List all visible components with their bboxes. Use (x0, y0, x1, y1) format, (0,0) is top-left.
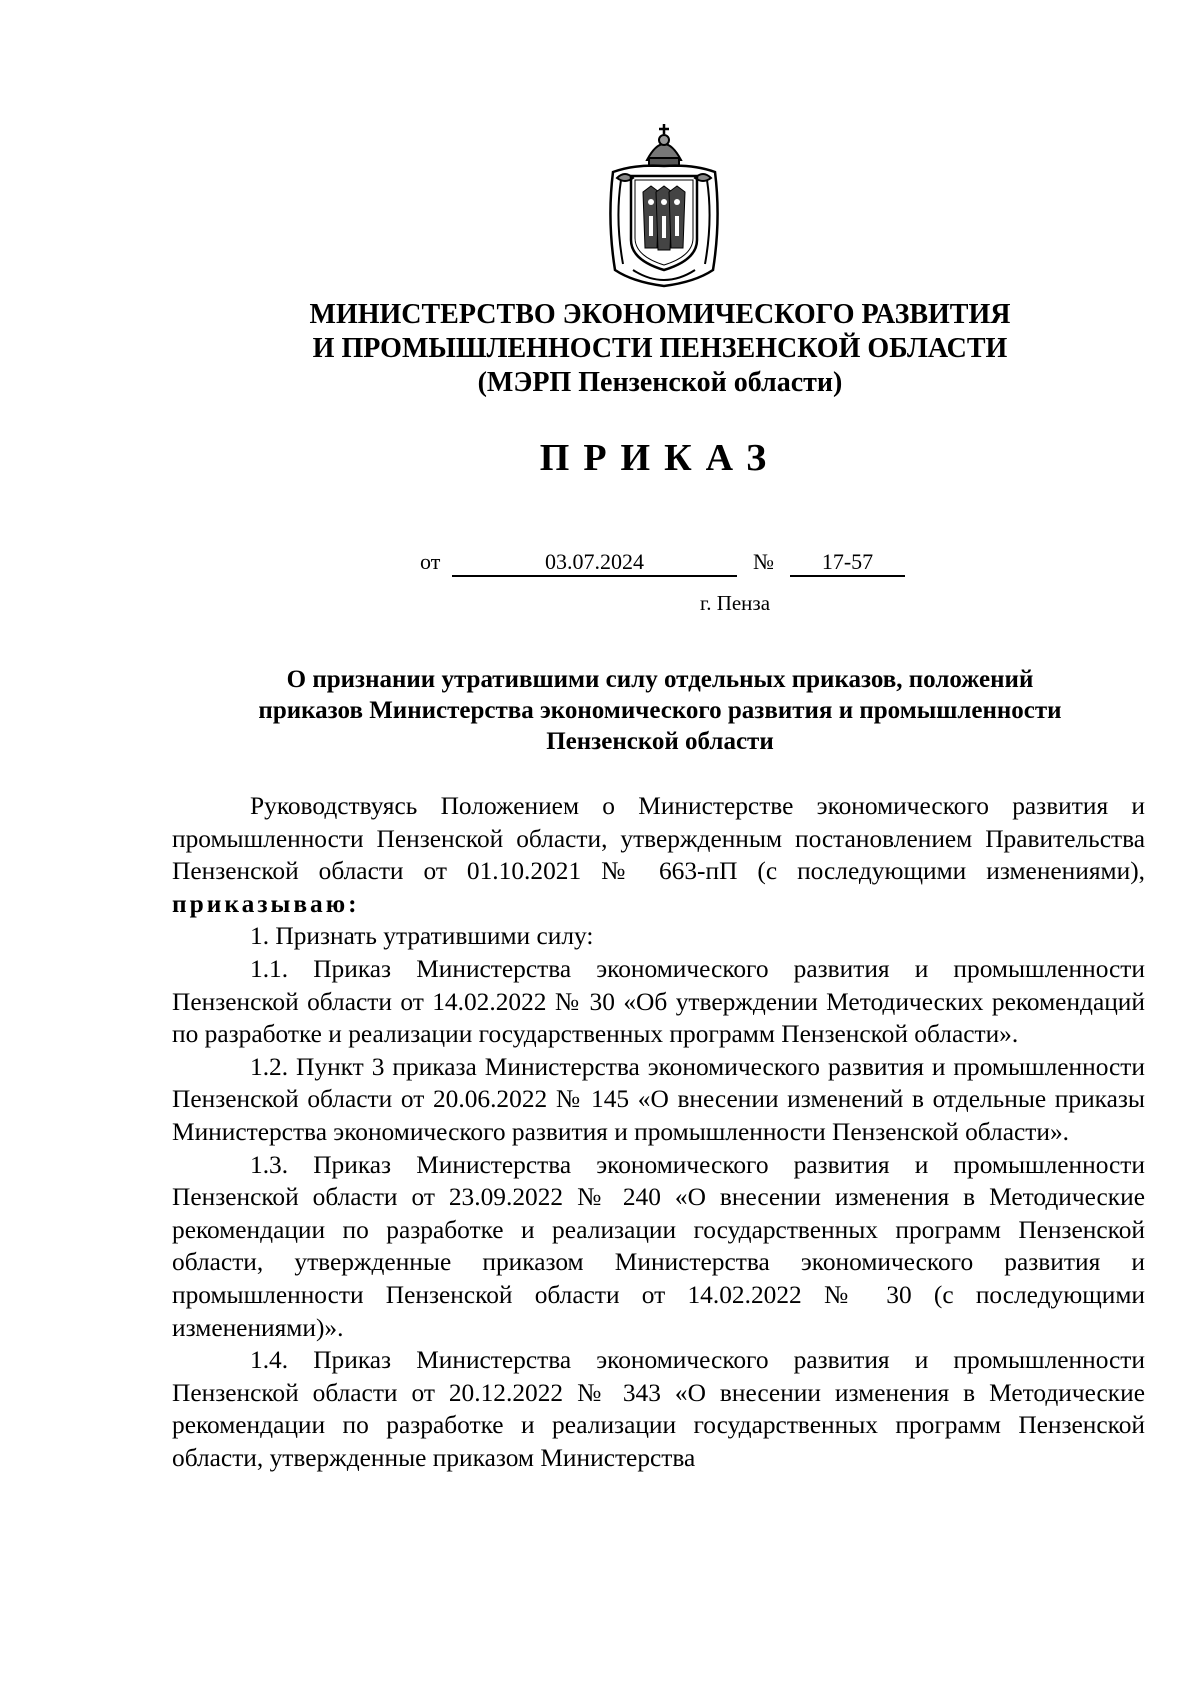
title-line-3: Пензенской области (546, 728, 774, 755)
preamble-text: Руководствуясь Положением о Министерстве экономического развития и промышленности Пензенской области, утвержденным постановлением Правительства Пензенской области от 01.10.2021 № 663-пП (с последующими изменениями), (172, 792, 1145, 886)
title-line-1: О признании утратившими силу отдельных приказов, положений (286, 666, 1034, 693)
document-body (172, 790, 1145, 1474)
number-label: № (753, 549, 774, 574)
ministry-header (160, 298, 1160, 400)
item-1-3: 1.3. Приказ Министерства экономического развития и промышленности Пензенской области от 23.09.2022 № 240 «О внесении изменения в Методические рекомендации по разработке и реализации государственных программ Пензенской области, утвержденные приказом Министерства экономического развития и промышленности Пензенской области от 14.02.2022 № 30 (с последующими изменениями)». (172, 1150, 1145, 1342)
item-1-1: 1.1. Приказ Министерства экономического развития и промышленности Пензенской области от 14.02.2022 № 30 «Об утверждении Методических рекомендаций по разработке и реализации государственных программ Пензенской области». (172, 954, 1145, 1049)
item-1: 1. Признать утратившими силу: (250, 922, 594, 951)
city: г. Пенза (699, 591, 771, 615)
date-label: от (420, 549, 441, 574)
number-value: 17-57 (790, 548, 905, 577)
coat-of-arms-icon (603, 120, 725, 290)
document-type: ПРИКАЗ (539, 437, 781, 479)
date-value: 03.07.2024 (452, 548, 737, 577)
header-line-3: (МЭРП Пензенской области) (477, 367, 843, 398)
order-word: приказываю: (172, 889, 360, 918)
title-line-2: приказов Министерства экономического развития и промышленности (258, 697, 1062, 724)
header-line-2: И ПРОМЫШЛЕННОСТИ ПЕНЗЕНСКОЙ ОБЛАСТИ (312, 333, 1008, 364)
item-1-4: 1.4. Приказ Министерства экономического развития и промышленности Пензенской области от 20.12.2022 № 343 «О внесении изменения в Методические рекомендации по разработке и реализации государственных программ Пензенской области, утвержденные приказом Министерства (172, 1346, 1145, 1472)
header-line-1: МИНИСТЕРСТВО ЭКОНОМИЧЕСКОГО РАЗВИТИЯ (309, 299, 1011, 330)
preamble-paragraph (172, 790, 1145, 920)
document-title (160, 664, 1160, 757)
item-1-2: 1.2. Пункт 3 приказа Министерства экономического развития и промышленности Пензенской области от 20.06.2022 № 145 «О внесении изменений в отдельные приказы Министерства экономического развития и промышленности Пензенской области». (172, 1052, 1145, 1146)
